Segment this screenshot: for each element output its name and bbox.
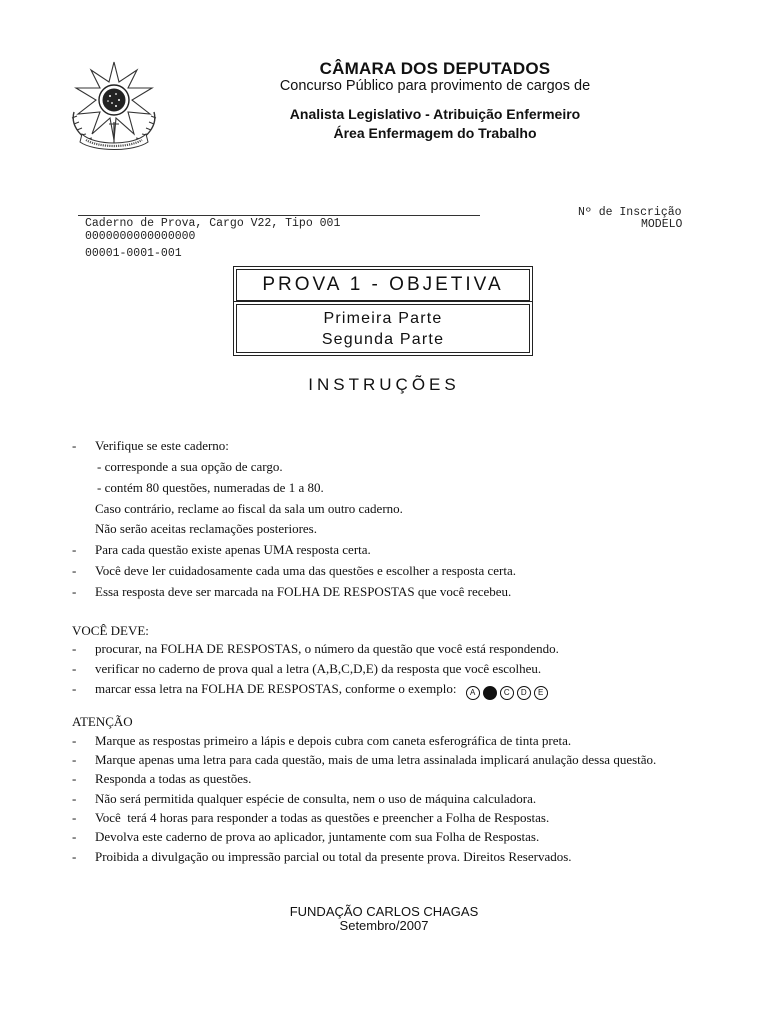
- exam-sequence-code: 00001-0001-001: [85, 247, 182, 260]
- example-bubble: C: [500, 686, 514, 700]
- prova-title-box: [236, 269, 530, 301]
- brasil-coat-of-arms-icon: [64, 60, 164, 150]
- area-title: Área Enfermagem do Trabalho: [333, 125, 537, 141]
- list-dash: -: [72, 829, 77, 844]
- instruction-verifique: Verifique se este caderno:: [95, 438, 229, 453]
- contest-subtitle: Concurso Público para provimento de cargos de: [279, 78, 591, 94]
- exam-code: 0000000000000000: [85, 230, 196, 243]
- prova-parts-box: [236, 304, 530, 353]
- list-dash: -: [72, 791, 77, 806]
- instruction-nao-serao: Não serão aceitas reclamações posteriores.: [95, 521, 317, 536]
- inscricao-label: Nº de Inscrição: [578, 206, 682, 219]
- list-dash: -: [72, 681, 77, 696]
- caderno-info: Caderno de Prova, Cargo V22, Tipo 001: [85, 217, 341, 230]
- list-dash: -: [72, 849, 77, 864]
- atencao-item: Proibida a divulgação ou impressão parcial ou total da presente prova. Direitos Reservados.: [95, 849, 572, 864]
- atencao-item: Responda a todas as questões.: [95, 771, 252, 786]
- instruction-sub-cargo: - corresponde a sua opção de cargo.: [97, 459, 283, 474]
- part-primeira: Primeira Parte: [323, 310, 443, 327]
- inscricao-value: MODELO: [641, 218, 683, 231]
- atencao-item: Não será permitida qualquer espécie de consulta, nem o uso de máquina calculadora.: [95, 791, 537, 806]
- footer-date: Setembro/2007: [339, 918, 429, 933]
- list-dash: -: [72, 810, 77, 825]
- voce-deve-heading: VOCÊ DEVE:: [72, 623, 149, 638]
- list-dash: -: [72, 584, 77, 599]
- instruction-voce-deve-ler: Você deve ler cuidadosamente cada uma das questões e escolher a resposta certa.: [95, 563, 516, 578]
- list-dash: -: [72, 438, 77, 453]
- instruction-para-cada: Para cada questão existe apenas UMA resposta certa.: [95, 542, 371, 557]
- atencao-heading: ATENÇÃO: [72, 714, 133, 729]
- list-dash: -: [72, 752, 77, 767]
- list-dash: -: [72, 641, 77, 656]
- voce-deve-item-text: marcar essa letra na FOLHA DE RESPOSTAS, conforme o exemplo:: [95, 681, 457, 696]
- instruction-caso: Caso contrário, reclame ao fiscal da sala um outro caderno.: [95, 501, 403, 516]
- list-dash: -: [72, 733, 77, 748]
- atencao-item: Marque as respostas primeiro a lápis e depois cubra com caneta esferográfica de tinta preta.: [95, 733, 572, 748]
- voce-deve-item-example: [95, 681, 548, 700]
- list-dash: -: [72, 542, 77, 557]
- part-segunda: Segunda Parte: [321, 331, 445, 348]
- example-bubble: B: [483, 686, 497, 700]
- list-dash: -: [72, 771, 77, 786]
- footer-organization: FUNDAÇÃO CARLOS CHAGAS: [289, 904, 479, 919]
- voce-deve-item: verificar no caderno de prova qual a letra (A,B,C,D,E) da resposta que você escolheu.: [95, 661, 542, 676]
- atencao-item: Devolva este caderno de prova ao aplicador, juntamente com sua Folha de Respostas.: [95, 829, 540, 844]
- position-title: Analista Legislativo - Atribuição Enfermeiro: [289, 106, 581, 122]
- atencao-item: Você terá 4 horas para responder a todas as questões e preencher a Folha de Respostas.: [95, 810, 550, 825]
- example-bubble: D: [517, 686, 531, 700]
- instructions-title: INSTRUÇÕES: [308, 375, 460, 394]
- instruction-sub-questoes: - contém 80 questões, numeradas de 1 a 80.: [97, 480, 324, 495]
- institution-title: CÂMARA DOS DEPUTADOS: [319, 59, 551, 78]
- instruction-essa-resposta: Essa resposta deve ser marcada na FOLHA DE RESPOSTAS que você recebeu.: [95, 584, 512, 599]
- example-bubble: E: [534, 686, 548, 700]
- atencao-item: Marque apenas uma letra para cada questão, mais de uma letra assinalada implicará anulação dessa questão.: [95, 752, 657, 767]
- prova-title: PROVA 1 - OBJETIVA: [262, 274, 504, 295]
- answer-example: [466, 686, 548, 700]
- list-dash: -: [72, 563, 77, 578]
- example-bubble: A: [466, 686, 480, 700]
- list-dash: -: [72, 661, 77, 676]
- voce-deve-item: procurar, na FOLHA DE RESPOSTAS, o número da questão que você está respondendo.: [95, 641, 559, 656]
- separator-line: [78, 215, 480, 216]
